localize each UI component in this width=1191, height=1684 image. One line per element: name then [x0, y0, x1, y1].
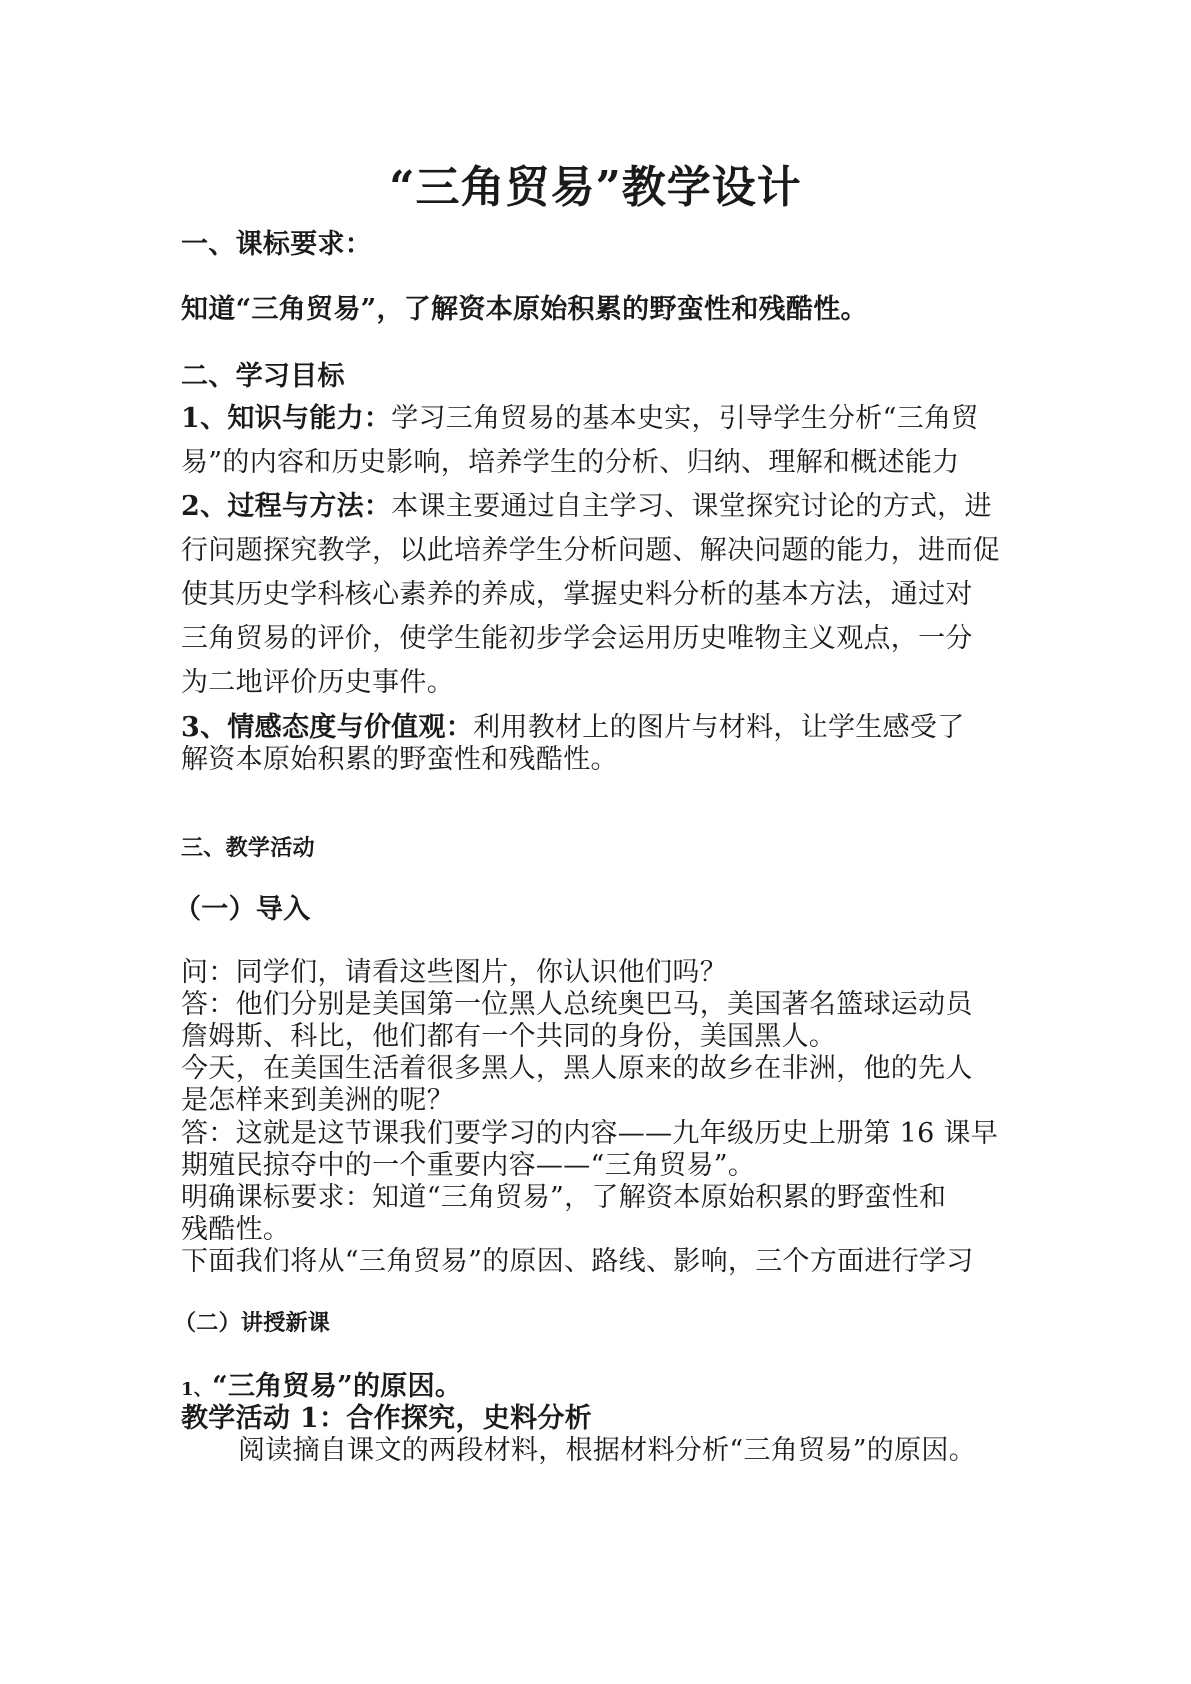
goal-3-text: 利用教材上的图片与材料，让学生感受了	[473, 712, 965, 743]
lecture-point-1-number: 1、	[181, 1379, 213, 1400]
goal-1-label: 1、知识与能力：	[181, 403, 392, 434]
intro-line-8: 明确课标要求：知道“三角贸易”，了解资本原始积累的野蛮性和	[181, 1182, 947, 1213]
intro-line-5: 是怎样来到美洲的呢？	[181, 1085, 454, 1116]
intro-heading: （一）导入	[174, 894, 311, 925]
goal-3-line-1	[181, 712, 965, 744]
goal-2-line-4: 三角贸易的评价，使学生能初步学会运用历史唯物主义观点，一分	[181, 623, 973, 654]
intro-line-3: 詹姆斯、科比，他们都有一个共同的身份，美国黑人。	[181, 1021, 837, 1052]
goal-2-line-2: 行问题探究教学，以此培养学生分析问题、解决问题的能力，进而促	[181, 535, 1000, 566]
intro-line-1: 问：同学们，请看这些图片，你认识他们吗？	[181, 957, 727, 988]
lecture-point-1-text: “三角贸易”的原因。	[212, 1371, 463, 1402]
intro-line-9: 残酷性。	[181, 1214, 291, 1245]
activity-1-body: 阅读摘自课文的两段材料，根据材料分析“三角贸易”的原因。	[238, 1435, 977, 1466]
section-2-heading: 二、学习目标	[181, 361, 345, 392]
intro-line-6: 答：这就是这节课我们要学习的内容——九年级历史上册第 16 课早	[181, 1118, 999, 1149]
goal-2-line-3: 使其历史学科核心素养的养成，掌握史料分析的基本方法，通过对	[181, 579, 973, 610]
intro-line-7: 期殖民掠夺中的一个重要内容——“三角贸易”。	[181, 1150, 756, 1181]
section-3-heading: 三、教学活动	[181, 835, 315, 861]
goal-1-text: 学习三角贸易的基本史实，引导学生分析“三角贸	[391, 403, 979, 434]
goal-3-label: 3、情感态度与价值观：	[181, 712, 474, 743]
activity-1-title: 教学活动 1：合作探究，史料分析	[181, 1403, 592, 1434]
goal-3-line-2: 解资本原始积累的野蛮性和残酷性。	[181, 744, 618, 775]
intro-line-4: 今天，在美国生活着很多黑人，黑人原来的故乡在非洲，他的先人	[181, 1053, 973, 1084]
goal-2-line-5: 为二地评价历史事件。	[181, 667, 454, 698]
section-1-heading: 一、课标要求：	[181, 229, 373, 260]
lecture-point-1	[181, 1371, 462, 1406]
goal-1-line-2: 易”的内容和历史影响，培养学生的分析、归纳、理解和概述能力	[181, 447, 960, 478]
intro-line-2: 答：他们分别是美国第一位黑人总统奥巴马，美国著名篮球运动员	[181, 989, 973, 1020]
goal-1-line-1	[181, 403, 979, 435]
lecture-heading: （二）讲授新课	[174, 1310, 331, 1336]
goal-2-text: 本课主要通过自主学习、课堂探究讨论的方式，进	[391, 491, 992, 522]
document-title: “三角贸易”教学设计	[389, 162, 802, 213]
section-1-body: 知道“三角贸易”，了解资本原始积累的野蛮性和残酷性。	[181, 294, 868, 325]
goal-2-label: 2、过程与方法：	[181, 491, 392, 522]
intro-line-10: 下面我们将从“三角贸易”的原因、路线、影响，三个方面进行学习	[181, 1246, 974, 1277]
goal-2-line-1	[181, 491, 992, 523]
